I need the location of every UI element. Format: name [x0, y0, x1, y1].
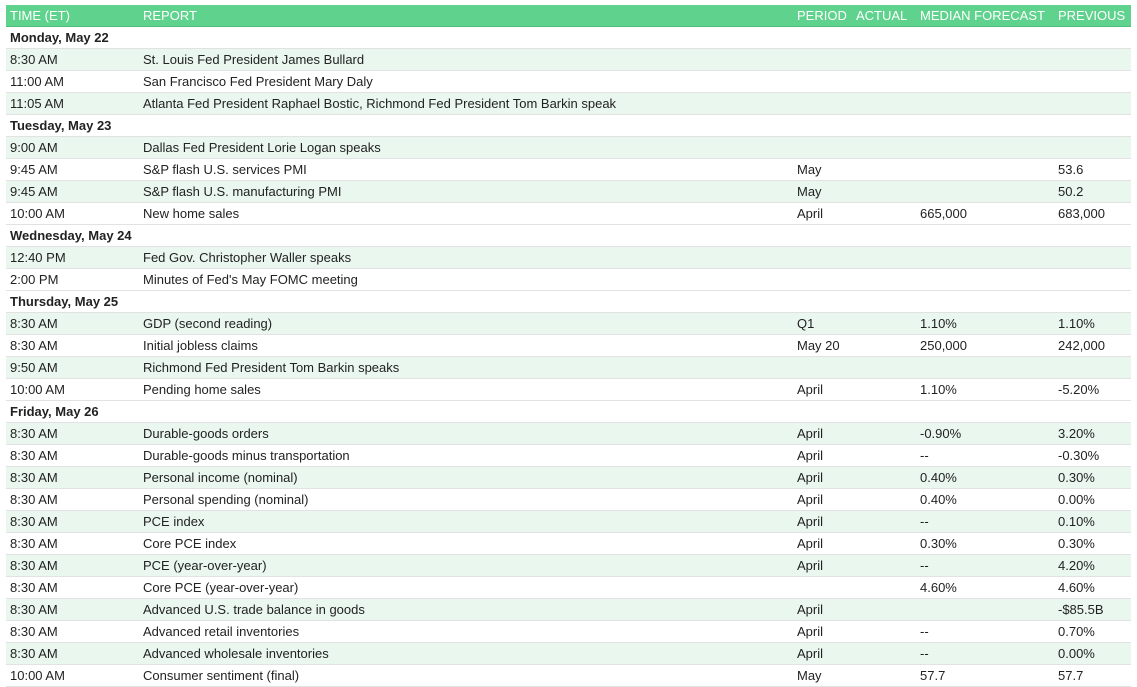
day-header-row	[6, 291, 1131, 313]
table-row	[6, 269, 1131, 291]
day-header-row	[6, 225, 1131, 247]
cell-previous: 4.20%	[1054, 555, 1131, 577]
cell-actual	[852, 335, 916, 357]
cell-median-forecast: 4.60%	[916, 577, 1054, 599]
cell-time: 8:30 AM	[6, 577, 139, 599]
cell-report: Richmond Fed President Tom Barkin speaks	[139, 357, 793, 379]
cell-time: 8:30 AM	[6, 555, 139, 577]
cell-previous: 242,000	[1054, 335, 1131, 357]
cell-previous: -5.20%	[1054, 379, 1131, 401]
cell-previous	[1054, 93, 1131, 115]
cell-median-forecast: -0.90%	[916, 423, 1054, 445]
cell-previous: -0.30%	[1054, 445, 1131, 467]
economic-calendar-table	[6, 5, 1131, 687]
cell-median-forecast: 250,000	[916, 335, 1054, 357]
cell-previous: 1.10%	[1054, 313, 1131, 335]
table-row	[6, 181, 1131, 203]
cell-median-forecast	[916, 247, 1054, 269]
cell-period	[793, 71, 852, 93]
table-row	[6, 335, 1131, 357]
cell-time: 8:30 AM	[6, 445, 139, 467]
cell-time: 8:30 AM	[6, 599, 139, 621]
cell-time: 9:45 AM	[6, 181, 139, 203]
header-median-forecast: MEDIAN FORECAST	[916, 5, 1054, 27]
cell-actual	[852, 379, 916, 401]
cell-previous	[1054, 71, 1131, 93]
cell-time: 11:05 AM	[6, 93, 139, 115]
cell-median-forecast	[916, 137, 1054, 159]
cell-period: May	[793, 665, 852, 687]
cell-median-forecast: --	[916, 643, 1054, 665]
table-row	[6, 93, 1131, 115]
header-actual: ACTUAL	[852, 5, 916, 27]
cell-report: Atlanta Fed President Raphael Bostic, Richmond Fed President Tom Barkin speak	[139, 93, 793, 115]
cell-report: Dallas Fed President Lorie Logan speaks	[139, 137, 793, 159]
cell-period	[793, 247, 852, 269]
cell-period: April	[793, 511, 852, 533]
cell-time: 8:30 AM	[6, 335, 139, 357]
cell-report: Consumer sentiment (final)	[139, 665, 793, 687]
cell-time: 10:00 AM	[6, 379, 139, 401]
cell-report: Personal spending (nominal)	[139, 489, 793, 511]
table-row	[6, 643, 1131, 665]
cell-actual	[852, 313, 916, 335]
cell-report: St. Louis Fed President James Bullard	[139, 49, 793, 71]
table-row	[6, 621, 1131, 643]
cell-time: 11:00 AM	[6, 71, 139, 93]
cell-actual	[852, 203, 916, 225]
cell-time: 10:00 AM	[6, 203, 139, 225]
cell-actual	[852, 577, 916, 599]
cell-report: Core PCE index	[139, 533, 793, 555]
day-label: Monday, May 22	[6, 27, 1131, 49]
cell-time: 8:30 AM	[6, 49, 139, 71]
cell-median-forecast: 57.7	[916, 665, 1054, 687]
cell-actual	[852, 357, 916, 379]
cell-median-forecast	[916, 269, 1054, 291]
cell-actual	[852, 181, 916, 203]
cell-report: Initial jobless claims	[139, 335, 793, 357]
header-previous: PREVIOUS	[1054, 5, 1131, 27]
cell-period: April	[793, 599, 852, 621]
cell-report: PCE index	[139, 511, 793, 533]
cell-period: April	[793, 445, 852, 467]
table-row	[6, 159, 1131, 181]
cell-report: Pending home sales	[139, 379, 793, 401]
cell-time: 12:40 PM	[6, 247, 139, 269]
cell-period: Q1	[793, 313, 852, 335]
table-row	[6, 357, 1131, 379]
cell-report: San Francisco Fed President Mary Daly	[139, 71, 793, 93]
cell-actual	[852, 511, 916, 533]
cell-actual	[852, 621, 916, 643]
cell-median-forecast: --	[916, 511, 1054, 533]
cell-median-forecast: 0.40%	[916, 489, 1054, 511]
cell-actual	[852, 49, 916, 71]
cell-actual	[852, 269, 916, 291]
table-row	[6, 203, 1131, 225]
cell-time: 9:50 AM	[6, 357, 139, 379]
cell-report: Durable-goods minus transportation	[139, 445, 793, 467]
cell-period	[793, 93, 852, 115]
day-label: Tuesday, May 23	[6, 115, 1131, 137]
table-row	[6, 555, 1131, 577]
cell-time: 9:45 AM	[6, 159, 139, 181]
cell-report: Durable-goods orders	[139, 423, 793, 445]
cell-median-forecast	[916, 357, 1054, 379]
cell-actual	[852, 555, 916, 577]
cell-period: April	[793, 643, 852, 665]
cell-report: S&P flash U.S. manufacturing PMI	[139, 181, 793, 203]
cell-median-forecast	[916, 159, 1054, 181]
cell-previous: 0.30%	[1054, 533, 1131, 555]
cell-actual	[852, 533, 916, 555]
cell-median-forecast: --	[916, 555, 1054, 577]
cell-period	[793, 269, 852, 291]
cell-median-forecast: 1.10%	[916, 379, 1054, 401]
table-row	[6, 577, 1131, 599]
cell-previous: 57.7	[1054, 665, 1131, 687]
table-row	[6, 49, 1131, 71]
header-report: REPORT	[139, 5, 793, 27]
cell-median-forecast: 0.30%	[916, 533, 1054, 555]
cell-report: Advanced U.S. trade balance in goods	[139, 599, 793, 621]
cell-median-forecast	[916, 181, 1054, 203]
cell-time: 8:30 AM	[6, 643, 139, 665]
cell-actual	[852, 137, 916, 159]
cell-previous: 0.10%	[1054, 511, 1131, 533]
cell-report: S&P flash U.S. services PMI	[139, 159, 793, 181]
cell-actual	[852, 643, 916, 665]
cell-previous: 0.00%	[1054, 489, 1131, 511]
cell-previous: 0.30%	[1054, 467, 1131, 489]
cell-previous: 683,000	[1054, 203, 1131, 225]
cell-previous: 3.20%	[1054, 423, 1131, 445]
cell-actual	[852, 423, 916, 445]
cell-actual	[852, 247, 916, 269]
cell-actual	[852, 489, 916, 511]
cell-previous: 4.60%	[1054, 577, 1131, 599]
cell-median-forecast: 665,000	[916, 203, 1054, 225]
day-label: Thursday, May 25	[6, 291, 1131, 313]
cell-period: April	[793, 533, 852, 555]
cell-median-forecast: --	[916, 445, 1054, 467]
header-row	[6, 5, 1131, 27]
cell-period: April	[793, 621, 852, 643]
cell-previous	[1054, 49, 1131, 71]
cell-previous: -$85.5B	[1054, 599, 1131, 621]
cell-median-forecast	[916, 71, 1054, 93]
cell-period	[793, 49, 852, 71]
cell-period: April	[793, 489, 852, 511]
cell-previous: 53.6	[1054, 159, 1131, 181]
table-row	[6, 445, 1131, 467]
header-period: PERIOD	[793, 5, 852, 27]
table-row	[6, 599, 1131, 621]
cell-time: 8:30 AM	[6, 423, 139, 445]
table-row	[6, 533, 1131, 555]
day-header-row	[6, 27, 1131, 49]
table-row	[6, 423, 1131, 445]
day-header-row	[6, 401, 1131, 423]
day-header-row	[6, 115, 1131, 137]
cell-report: Personal income (nominal)	[139, 467, 793, 489]
cell-actual	[852, 467, 916, 489]
cell-median-forecast	[916, 49, 1054, 71]
cell-period: April	[793, 379, 852, 401]
cell-period: April	[793, 555, 852, 577]
day-label: Friday, May 26	[6, 401, 1131, 423]
cell-actual	[852, 71, 916, 93]
table-row	[6, 71, 1131, 93]
cell-time: 8:30 AM	[6, 621, 139, 643]
cell-report: PCE (year-over-year)	[139, 555, 793, 577]
table-row	[6, 467, 1131, 489]
cell-period	[793, 137, 852, 159]
table-row	[6, 379, 1131, 401]
cell-previous: 0.00%	[1054, 643, 1131, 665]
cell-median-forecast	[916, 599, 1054, 621]
cell-actual	[852, 159, 916, 181]
table-row	[6, 665, 1131, 687]
cell-previous	[1054, 357, 1131, 379]
cell-previous	[1054, 137, 1131, 159]
cell-report: GDP (second reading)	[139, 313, 793, 335]
cell-median-forecast: 0.40%	[916, 467, 1054, 489]
cell-previous: 0.70%	[1054, 621, 1131, 643]
cell-period: April	[793, 467, 852, 489]
cell-median-forecast	[916, 93, 1054, 115]
table-row	[6, 313, 1131, 335]
cell-time: 8:30 AM	[6, 489, 139, 511]
table-row	[6, 137, 1131, 159]
cell-report: Minutes of Fed's May FOMC meeting	[139, 269, 793, 291]
table-row	[6, 511, 1131, 533]
cell-report: Fed Gov. Christopher Waller speaks	[139, 247, 793, 269]
cell-period: May	[793, 181, 852, 203]
calendar-body	[6, 27, 1131, 687]
cell-previous	[1054, 269, 1131, 291]
cell-time: 8:30 AM	[6, 533, 139, 555]
cell-period: April	[793, 203, 852, 225]
cell-time: 8:30 AM	[6, 511, 139, 533]
cell-period	[793, 357, 852, 379]
cell-period: May 20	[793, 335, 852, 357]
cell-time: 8:30 AM	[6, 467, 139, 489]
cell-actual	[852, 665, 916, 687]
cell-median-forecast: 1.10%	[916, 313, 1054, 335]
cell-time: 2:00 PM	[6, 269, 139, 291]
cell-report: New home sales	[139, 203, 793, 225]
cell-time: 10:00 AM	[6, 665, 139, 687]
cell-report: Advanced retail inventories	[139, 621, 793, 643]
cell-actual	[852, 93, 916, 115]
cell-actual	[852, 599, 916, 621]
cell-period: April	[793, 423, 852, 445]
table-row	[6, 489, 1131, 511]
cell-time: 9:00 AM	[6, 137, 139, 159]
cell-actual	[852, 445, 916, 467]
cell-report: Advanced wholesale inventories	[139, 643, 793, 665]
day-label: Wednesday, May 24	[6, 225, 1131, 247]
cell-period	[793, 577, 852, 599]
cell-report: Core PCE (year-over-year)	[139, 577, 793, 599]
cell-previous: 50.2	[1054, 181, 1131, 203]
cell-previous	[1054, 247, 1131, 269]
header-time: TIME (ET)	[6, 5, 139, 27]
cell-period: May	[793, 159, 852, 181]
cell-median-forecast: --	[916, 621, 1054, 643]
table-row	[6, 247, 1131, 269]
cell-time: 8:30 AM	[6, 313, 139, 335]
